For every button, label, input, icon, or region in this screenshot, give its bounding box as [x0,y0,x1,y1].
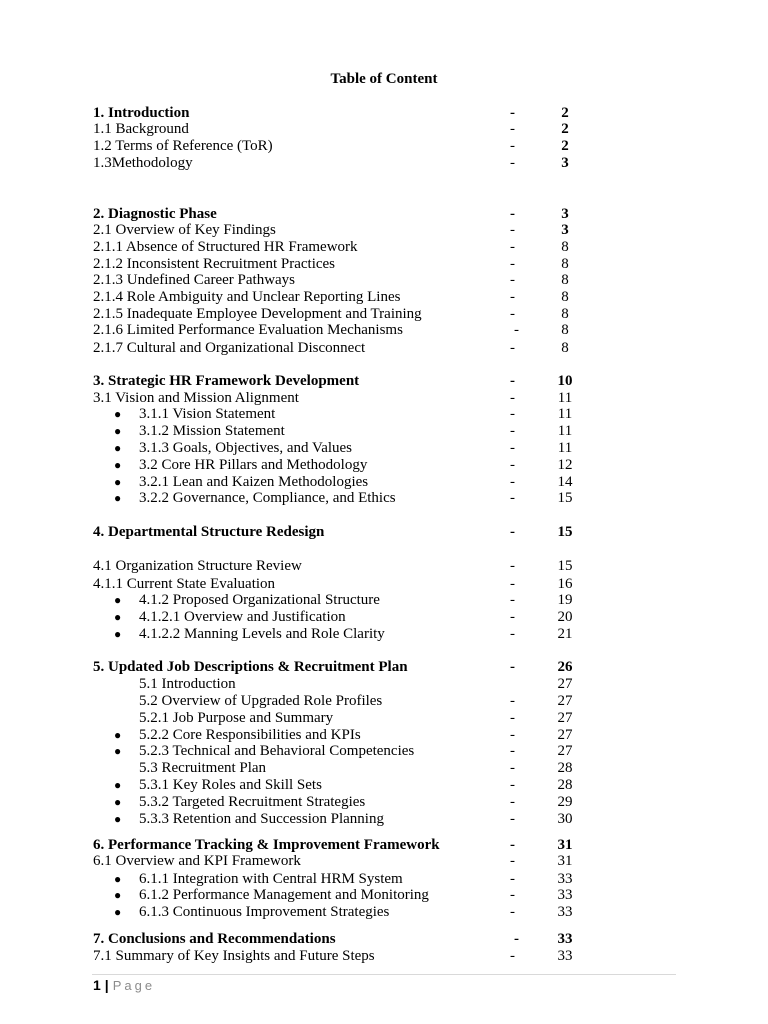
toc-entry-page: 33 [557,948,573,964]
toc-entry-page: 2 [561,105,569,121]
toc-leader-dash: - [510,576,515,592]
bullet-icon: ● [114,407,122,421]
toc-leader-dash: - [510,138,515,154]
toc-leader-dash: - [510,524,515,540]
toc-leader-dash: - [510,948,515,964]
toc-leader-dash: - [510,887,515,903]
toc-entry-label: 3.1.3 Goals, Objectives, and Values [139,440,353,456]
toc-entry[interactable] [0,390,768,407]
toc-entry-label: 4.1.2 Proposed Organizational Structure [139,592,380,608]
toc-entry-page: 3 [561,206,569,222]
toc-entry[interactable] [0,138,768,155]
bullet-icon: ● [114,744,122,758]
toc-entry-label: 5.2.1 Job Purpose and Summary [139,710,334,726]
toc-entry[interactable] [0,340,768,357]
toc-leader-dash: - [510,490,515,506]
toc-entry[interactable] [0,524,768,541]
toc-entry[interactable] [0,760,768,777]
bullet-icon: ● [114,593,122,607]
toc-leader-dash: - [510,626,515,642]
toc-entry-page: 2 [561,138,569,154]
toc-entry-page: 27 [557,727,573,743]
toc-entry-label: 1.2 Terms of Reference (ToR) [93,138,273,154]
toc-entry-page: 3 [561,155,569,171]
toc-entry-label: 4. Departmental Structure Redesign [93,524,325,540]
document-title: Table of Content [330,71,438,87]
toc-entry-page: 11 [557,423,573,439]
toc-entry-page: 14 [557,474,573,490]
toc-leader-dash: - [510,390,515,406]
toc-entry-label: 3.1.2 Mission Statement [139,423,285,439]
toc-entry-label: 2.1.3 Undefined Career Pathways [93,272,296,288]
bullet-icon: ● [114,728,122,742]
toc-entry-label: 6. Performance Tracking & Improvement Framework [93,837,440,853]
toc-entry-label: 4.1.1 Current State Evaluation [93,576,276,592]
toc-entry-page: 15 [557,490,573,506]
toc-entry[interactable] [0,676,768,693]
toc-entry-label: 4.1.2.1 Overview and Justification [139,609,346,625]
toc-entry[interactable] [0,558,768,575]
toc-leader-dash: - [510,760,515,776]
toc-leader-dash: - [510,272,515,288]
toc-entry[interactable] [0,576,768,593]
toc-entry[interactable] [0,373,768,390]
toc-leader-dash: - [510,340,515,356]
toc-entry-label: 7.1 Summary of Key Insights and Future Steps [93,948,375,964]
toc-entry[interactable] [0,289,768,306]
toc-leader-dash: - [510,693,515,709]
toc-entry-page: 30 [557,811,573,827]
toc-entry[interactable] [0,474,768,491]
toc-leader-dash: - [510,474,515,490]
toc-leader-dash: - [510,659,515,675]
toc-leader-dash: - [510,239,515,255]
toc-entry[interactable] [0,440,768,457]
toc-entry[interactable] [0,155,768,172]
toc-leader-dash: - [510,155,515,171]
page-footer [93,976,155,995]
toc-leader-dash: - [510,609,515,625]
toc-entry-page: 11 [557,406,573,422]
toc-entry-label: 2.1.5 Inadequate Employee Development and Training [93,306,422,322]
toc-entry[interactable] [0,811,768,828]
toc-entry[interactable] [0,490,768,507]
toc-entry[interactable] [0,206,768,223]
toc-entry-page: 8 [561,306,569,322]
toc-entry[interactable] [0,710,768,727]
toc-entry-page: 15 [557,524,573,540]
toc-entry[interactable] [0,322,768,339]
toc-entry-label: 2.1.6 Limited Performance Evaluation Mechanisms [93,322,403,338]
toc-entry-page: 8 [561,289,569,305]
bullet-icon: ● [114,441,122,455]
toc-entry-page: 33 [557,887,573,903]
toc-entry[interactable] [0,777,768,794]
toc-leader-dash: - [510,406,515,422]
toc-entry-page: 28 [557,777,573,793]
toc-entry[interactable] [0,272,768,289]
toc-entry-label: 2.1.4 Role Ambiguity and Unclear Reporting Lines [93,289,401,305]
toc-leader-dash: - [510,121,515,137]
toc-leader-dash: - [510,904,515,920]
toc-entry-page: 21 [557,626,573,642]
toc-entry-label: 2.1.7 Cultural and Organizational Disconnect [93,340,366,356]
bullet-icon: ● [114,778,122,792]
toc-leader-dash: - [510,811,515,827]
toc-entry-page: 29 [557,794,573,810]
toc-entry-page: 8 [561,322,569,338]
toc-entry[interactable] [0,406,768,423]
toc-leader-dash: - [510,373,515,389]
toc-entry-label: 1.1 Background [93,121,189,137]
toc-entry-label: 5.1 Introduction [139,676,236,692]
toc-entry-label: 5.2.2 Core Responsibilities and KPIs [139,727,361,743]
toc-entry-page: 28 [557,760,573,776]
toc-entry-page: 12 [557,457,573,473]
toc-entry-label: 4.1.2.2 Manning Levels and Role Clarity [139,626,385,642]
toc-entry-label: 5.3.2 Targeted Recruitment Strategies [139,794,366,810]
toc-entry-page: 31 [557,853,573,869]
bullet-icon: ● [114,888,122,902]
toc-leader-dash: - [510,105,515,121]
toc-entry-page: 26 [557,659,573,675]
toc-entry-page: 3 [561,222,569,238]
toc-leader-dash: - [510,289,515,305]
toc-entry-page: 33 [557,871,573,887]
toc-entry-page: 2 [561,121,569,137]
bullet-icon: ● [114,491,122,505]
toc-leader-dash: - [510,710,515,726]
toc-entry[interactable] [0,794,768,811]
toc-entry[interactable] [0,871,768,888]
bullet-icon: ● [114,905,122,919]
toc-entry-page: 27 [557,676,573,692]
toc-entry-label: 5.2 Overview of Upgraded Role Profiles [139,693,383,709]
toc-entry-label: 5.3 Recruitment Plan [139,760,267,776]
bullet-icon: ● [114,627,122,641]
toc-entry-page: 33 [557,904,573,920]
toc-entry-page: 19 [557,592,573,608]
toc-entry-page: 16 [557,576,573,592]
toc-entry[interactable] [0,121,768,138]
toc-entry[interactable] [0,931,768,948]
toc-leader-dash: - [510,837,515,853]
toc-entry[interactable] [0,423,768,440]
bullet-icon: ● [114,872,122,886]
toc-entry-label: 3.2.2 Governance, Compliance, and Ethics [139,490,396,506]
toc-leader-dash: - [510,743,515,759]
toc-entry-label: 3.2.1 Lean and Kaizen Methodologies [139,474,369,490]
toc-entry-label: 2.1.1 Absence of Structured HR Framework [93,239,358,255]
toc-leader-dash: - [510,440,515,456]
toc-entry[interactable] [0,659,768,676]
bullet-icon: ● [114,458,122,472]
toc-entry-page: 27 [557,743,573,759]
toc-entry-page: 8 [561,340,569,356]
toc-entry-label: 1.3Methodology [93,155,193,171]
toc-entry-label: 5.2.3 Technical and Behavioral Competencies [139,743,415,759]
toc-entry[interactable] [0,887,768,904]
toc-leader-dash: - [510,222,515,238]
toc-entry-page: 15 [557,558,573,574]
toc-entry[interactable] [0,239,768,256]
toc-entry-page: 11 [557,440,573,456]
toc-leader-dash: - [510,558,515,574]
toc-entry-label: 4.1 Organization Structure Review [93,558,302,574]
toc-leader-dash: - [510,256,515,272]
toc-leader-dash: - [514,322,519,338]
bullet-icon: ● [114,812,122,826]
toc-entry-page: 27 [557,693,573,709]
toc-entry[interactable] [0,693,768,710]
toc-entry[interactable] [0,105,768,122]
toc-entry[interactable] [0,948,768,965]
toc-entry-page: 8 [561,272,569,288]
toc-entry-page: 10 [557,373,573,389]
toc-entry-label: 3.1 Vision and Mission Alignment [93,390,299,406]
toc-entry[interactable] [0,609,768,626]
toc-entry[interactable] [0,727,768,744]
toc-entry-label: 6.1.1 Integration with Central HRM System [139,871,403,887]
toc-entry-label: 1. Introduction [93,105,190,121]
toc-leader-dash: - [514,931,519,947]
footer-separator: | [104,977,109,993]
toc-entry-label: 6.1.3 Continuous Improvement Strategies [139,904,390,920]
toc-entry-page: 20 [557,609,573,625]
toc-entry[interactable] [0,256,768,273]
bullet-icon: ● [114,424,122,438]
toc-entry[interactable] [0,222,768,239]
toc-entry[interactable] [0,853,768,870]
toc-entry[interactable] [0,592,768,609]
toc-entry-label: 3.2 Core HR Pillars and Methodology [139,457,368,473]
toc-entry-page: 27 [557,710,573,726]
toc-entry-page: 8 [561,239,569,255]
toc-entry-label: 5.3.1 Key Roles and Skill Sets [139,777,322,793]
toc-leader-dash: - [510,794,515,810]
bullet-icon: ● [114,475,122,489]
toc-leader-dash: - [510,853,515,869]
toc-entry[interactable] [0,306,768,323]
bullet-icon: ● [114,795,122,809]
footer-page-number: 1 [93,977,101,993]
toc-leader-dash: - [510,592,515,608]
toc-leader-dash: - [510,206,515,222]
footer-divider [92,974,676,975]
toc-leader-dash: - [510,457,515,473]
toc-entry-label: 2.1 Overview of Key Findings [93,222,276,238]
toc-leader-dash: - [510,871,515,887]
toc-entry-label: 6.1 Overview and KPI Framework [93,853,301,869]
toc-entry-label: 5. Updated Job Descriptions & Recruitment Plan [93,659,408,675]
bullet-icon: ● [114,610,122,624]
toc-entry-label: 6.1.2 Performance Management and Monitoring [139,887,429,903]
toc-entry[interactable] [0,837,768,854]
toc-entry-label: 5.3.3 Retention and Succession Planning [139,811,384,827]
toc-entry-page: 33 [557,931,573,947]
toc-entry-label: 3.1.1 Vision Statement [139,406,276,422]
toc-entry-label: 2. Diagnostic Phase [93,206,217,222]
toc-entry[interactable] [0,904,768,921]
toc-entry-label: 3. Strategic HR Framework Development [93,373,360,389]
toc-leader-dash: - [510,423,515,439]
toc-entry-page: 11 [557,390,573,406]
toc-entry[interactable] [0,743,768,760]
toc-leader-dash: - [510,727,515,743]
footer-page-label: Page [112,978,156,993]
toc-entry-page: 8 [561,256,569,272]
toc-entry[interactable] [0,626,768,643]
toc-entry[interactable] [0,457,768,474]
toc-leader-dash: - [510,777,515,793]
toc-entry-label: 2.1.2 Inconsistent Recruitment Practices [93,256,336,272]
toc-leader-dash: - [510,306,515,322]
toc-entry-label: 7. Conclusions and Recommendations [93,931,336,947]
toc-entry-page: 31 [557,837,573,853]
